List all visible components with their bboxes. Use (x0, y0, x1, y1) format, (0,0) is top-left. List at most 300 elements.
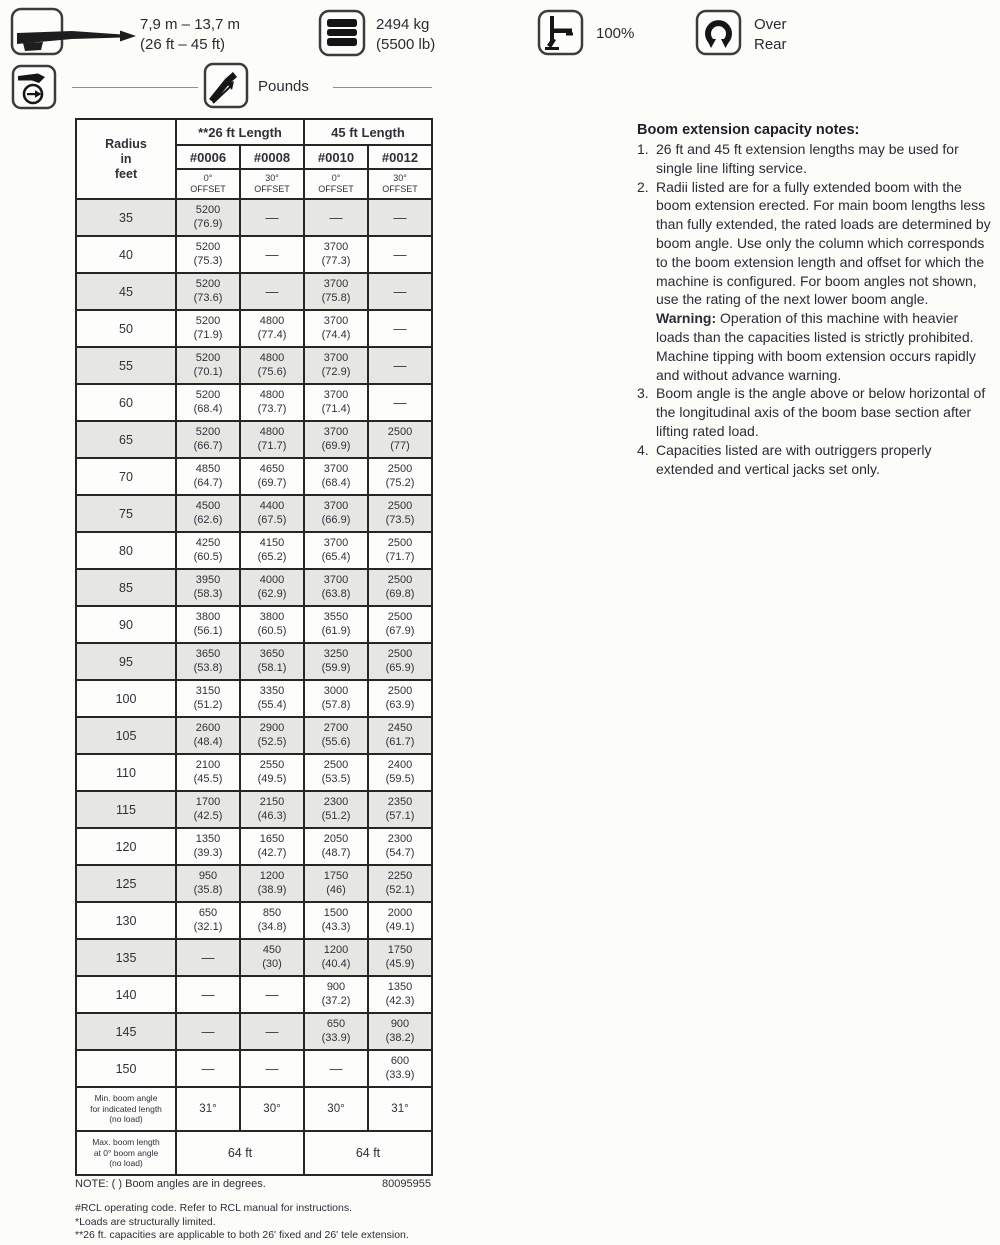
max-boom-length-label (76, 1131, 176, 1175)
capacity-cell (304, 569, 368, 606)
capacity-cell (240, 458, 304, 495)
boom-angle-value: (77.4) (257, 328, 287, 341)
table-row (76, 828, 432, 865)
boom-angle-value: (49.1) (385, 920, 415, 933)
warning-label: Warning: (656, 310, 717, 327)
load-chart-table (75, 118, 433, 1176)
capacity-cell: — (368, 384, 432, 421)
boom-angle-value: (63.9) (385, 698, 415, 711)
capacity-note-item (637, 178, 992, 385)
capacity-cell (240, 680, 304, 717)
boom-angle-value: (56.1) (193, 624, 223, 637)
boom-angle-value: (71.4) (321, 402, 351, 415)
radius-value: 100 (76, 680, 176, 717)
boom-angle-value: (42.5) (193, 809, 223, 822)
boom-angle-value: (57.8) (321, 698, 351, 711)
capacity-cell: — (176, 1013, 240, 1050)
capacity-cell (304, 976, 368, 1013)
boom-angle-value: (48.7) (321, 846, 351, 859)
radius-value: 50 (76, 310, 176, 347)
load-value: 900 (390, 1018, 410, 1030)
load-value: 5200 (195, 278, 221, 290)
capacity-cell (368, 1050, 432, 1087)
load-value: 3550 (323, 611, 349, 623)
boom-angle-value: (73.6) (193, 291, 223, 304)
load-value: 1650 (259, 833, 285, 845)
corner-line: in (120, 151, 132, 166)
boom-angle-value: (71.7) (385, 550, 415, 563)
radius-value: 35 (76, 199, 176, 236)
boom-angle-value: (72.9) (321, 365, 351, 378)
capacity-cell (368, 606, 432, 643)
header-divider-line-right (333, 87, 432, 88)
boom-angle-value: (62.6) (193, 513, 223, 526)
warning-text: Operation of this machine with heavier loads than the capacities listed is strictly prohibited. Machine tipping with boom extension occurs rapidly and without advance warning. (656, 310, 976, 383)
table-row (76, 643, 432, 680)
capacity-notes-list (637, 140, 992, 478)
rcl-code: #0012 (368, 145, 432, 169)
table-row (76, 1050, 432, 1087)
radius-value: 95 (76, 643, 176, 680)
boom-angle-value: (67.9) (385, 624, 415, 637)
capacity-cell (368, 532, 432, 569)
capacity-cell (304, 828, 368, 865)
capacity-cell (304, 310, 368, 347)
label-line: (no load) (109, 1114, 143, 1125)
min-boom-angle-label (76, 1087, 176, 1131)
load-value: 850 (262, 907, 282, 919)
table-row (76, 791, 432, 828)
capacity-cell (176, 606, 240, 643)
boom-angle-value: (65.9) (385, 661, 415, 674)
capacity-cell (176, 532, 240, 569)
boom-angle-value: (32.1) (193, 920, 223, 933)
label-line: Min. boom angle (94, 1093, 158, 1104)
offset-header (368, 169, 432, 199)
group-header-row (76, 119, 432, 145)
radius-value: 85 (76, 569, 176, 606)
load-table-body (76, 199, 432, 1087)
capacity-cell (368, 717, 432, 754)
boom-angle-value: (52.1) (385, 883, 415, 896)
boom-angle-value: (75.3) (193, 254, 223, 267)
load-value: 950 (198, 870, 218, 882)
offset-word: OFFSET (190, 184, 226, 194)
radius-value: 150 (76, 1050, 176, 1087)
capacity-cell (304, 347, 368, 384)
boom-angle-value: (77.3) (321, 254, 351, 267)
table-note-row (75, 1178, 431, 1190)
boom-extension-range-label (140, 15, 240, 55)
label-line: for indicated length (90, 1103, 162, 1114)
radius-value: 80 (76, 532, 176, 569)
table-row (76, 754, 432, 791)
boom-angle-value: (46.3) (257, 809, 287, 822)
length-group-45ft: 45 ft Length (304, 119, 432, 145)
offset-word: OFFSET (382, 184, 418, 194)
boom-angle-value: (55.6) (321, 735, 351, 748)
table-row (76, 976, 432, 1013)
capacity-cell (176, 791, 240, 828)
capacity-cell (240, 384, 304, 421)
boom-angle-value: (73.7) (257, 402, 287, 415)
capacity-cell (240, 939, 304, 976)
boom-angle-value: (68.4) (193, 402, 223, 415)
load-value: 5200 (195, 352, 221, 364)
capacity-cell (176, 384, 240, 421)
boom-angle-value: (53.8) (193, 661, 223, 674)
load-value: 3650 (195, 648, 221, 660)
note-number: 1. (637, 141, 649, 157)
capacity-cell (240, 717, 304, 754)
capacity-cell (368, 495, 432, 532)
radius-value: 45 (76, 273, 176, 310)
capacity-cell (240, 902, 304, 939)
load-value: 5200 (195, 241, 221, 253)
boom-angle-value: (30) (262, 957, 282, 970)
load-value: 650 (198, 907, 218, 919)
capacity-cell: — (304, 199, 368, 236)
capacity-cell: — (240, 1013, 304, 1050)
over-rear-line2: Rear (754, 36, 787, 53)
capacity-cell (368, 976, 432, 1013)
capacity-cell: — (368, 273, 432, 310)
capacity-cell (176, 569, 240, 606)
load-value: 2350 (387, 796, 413, 808)
capacity-cell: — (240, 273, 304, 310)
header-divider-line-left (72, 87, 198, 88)
capacity-cell (176, 310, 240, 347)
table-row (76, 569, 432, 606)
counterweight-lb: (5500 lb) (376, 36, 436, 53)
radius-value: 60 (76, 384, 176, 421)
boom-angle-value: (38.2) (385, 1031, 415, 1044)
capacity-cell (240, 495, 304, 532)
boom-angle-value: (51.2) (193, 698, 223, 711)
load-value: 3700 (323, 537, 349, 549)
capacity-cell (240, 754, 304, 791)
load-value: 2500 (387, 611, 413, 623)
load-value: 5200 (195, 426, 221, 438)
offset-header (176, 169, 240, 199)
load-value: 1200 (323, 944, 349, 956)
capacity-note-item (637, 441, 992, 479)
capacity-cell (304, 236, 368, 273)
capacity-cell: — (176, 976, 240, 1013)
radius-value: 70 (76, 458, 176, 495)
length-group-26ft: **26 ft Length (176, 119, 304, 145)
counterweight-icon (318, 9, 366, 62)
boom-angle-value: (66.7) (193, 439, 223, 452)
table-row (76, 902, 432, 939)
load-value: 1750 (387, 944, 413, 956)
capacity-cell (240, 643, 304, 680)
load-value: 3800 (195, 611, 221, 623)
capacity-cell (304, 606, 368, 643)
offset-header (240, 169, 304, 199)
min-angle-value: 31° (368, 1087, 432, 1131)
note-text: Boom angle is the angle above or below horizontal of the longitudinal axis of the boom base section after lifting rated load. (656, 385, 986, 439)
max-length-value: 64 ft (176, 1131, 304, 1175)
capacity-cell (176, 199, 240, 236)
capacity-cell: — (368, 310, 432, 347)
boom-angle-value: (63.8) (321, 587, 351, 600)
load-value: 3700 (323, 574, 349, 586)
load-value: 3800 (259, 611, 285, 623)
load-value: 3700 (323, 500, 349, 512)
load-value: 1350 (387, 981, 413, 993)
load-value: 3000 (323, 685, 349, 697)
load-value: 600 (390, 1055, 410, 1067)
boom-angle-value: (61.9) (321, 624, 351, 637)
capacity-cell (240, 791, 304, 828)
load-value: 3700 (323, 426, 349, 438)
load-value: 2400 (387, 759, 413, 771)
capacity-cell (368, 791, 432, 828)
boom-angle-value: (54.7) (385, 846, 415, 859)
capacity-cell: — (240, 236, 304, 273)
boom-angle-value: (39.3) (193, 846, 223, 859)
capacity-cell (240, 828, 304, 865)
capacity-cell (368, 902, 432, 939)
boom-angle-value: (59.5) (385, 772, 415, 785)
boom-extension-range-icon (10, 6, 140, 63)
boom-swing-dial-icon (11, 64, 57, 115)
load-value: 2500 (387, 648, 413, 660)
radius-value: 145 (76, 1013, 176, 1050)
load-value: 2050 (323, 833, 349, 845)
load-value: 4800 (259, 426, 285, 438)
boom-range-imperial: (26 ft – 45 ft) (140, 36, 226, 53)
radius-value: 105 (76, 717, 176, 754)
table-row (76, 717, 432, 754)
boom-angle-value: (64.7) (193, 476, 223, 489)
capacity-cell (368, 458, 432, 495)
capacity-cell (368, 865, 432, 902)
load-value: 4000 (259, 574, 285, 586)
load-value: 3700 (323, 389, 349, 401)
capacity-cell (176, 902, 240, 939)
load-value: 3150 (195, 685, 221, 697)
load-value: 5200 (195, 315, 221, 327)
capacity-cell (304, 495, 368, 532)
capacity-cell (176, 347, 240, 384)
capacity-cell (304, 273, 368, 310)
boom-angle-value: (58.3) (193, 587, 223, 600)
table-row (76, 458, 432, 495)
footnotes (75, 1196, 455, 1243)
boom-angle-value: (69.7) (257, 476, 287, 489)
capacity-cell (240, 532, 304, 569)
boom-angle-value: (51.2) (321, 809, 351, 822)
radius-value: 115 (76, 791, 176, 828)
load-value: 5200 (195, 389, 221, 401)
capacity-cell (176, 273, 240, 310)
capacity-cell: — (368, 199, 432, 236)
footnote-26ft: **26 ft. capacities are applicable to both 26' fixed and 26' tele extension. (75, 1229, 409, 1241)
capacity-cell (368, 643, 432, 680)
capacity-cell: — (304, 1050, 368, 1087)
boom-angle-value: (65.4) (321, 550, 351, 563)
capacity-cell (304, 939, 368, 976)
capacity-cell: — (368, 347, 432, 384)
min-angle-value: 30° (304, 1087, 368, 1131)
load-value: 4150 (259, 537, 285, 549)
capacity-cell (304, 458, 368, 495)
load-value: 3350 (259, 685, 285, 697)
table-row (76, 273, 432, 310)
min-angle-value: 31° (176, 1087, 240, 1131)
radius-value: 135 (76, 939, 176, 976)
note-text: Capacities listed are with outriggers properly extended and vertical jacks set only. (656, 441, 932, 477)
table-row (76, 532, 432, 569)
capacity-cell (240, 865, 304, 902)
load-value: 5200 (195, 204, 221, 216)
load-value: 1200 (259, 870, 285, 882)
pounds-label: Pounds (258, 78, 309, 95)
capacity-cell (240, 347, 304, 384)
capacity-cell: — (240, 976, 304, 1013)
boom-angle-value: (33.9) (321, 1031, 351, 1044)
load-value: 3700 (323, 463, 349, 475)
boom-angle-value: (67.5) (257, 513, 287, 526)
capacity-cell: — (240, 199, 304, 236)
boom-angle-value: (68.4) (321, 476, 351, 489)
rcl-code: #0008 (240, 145, 304, 169)
table-row (76, 347, 432, 384)
boom-angle-value: (42.7) (257, 846, 287, 859)
radius-value: 140 (76, 976, 176, 1013)
radius-value: 130 (76, 902, 176, 939)
boom-angle-value: (73.5) (385, 513, 415, 526)
boom-angle-value: (38.9) (257, 883, 287, 896)
capacity-cell (176, 236, 240, 273)
capacity-cell (368, 421, 432, 458)
boom-angle-value: (52.5) (257, 735, 287, 748)
note-number: 4. (637, 441, 649, 458)
offset-angle: 30° (265, 173, 279, 183)
table-row (76, 310, 432, 347)
radius-value: 110 (76, 754, 176, 791)
load-value: 2000 (387, 907, 413, 919)
capacity-cell (240, 606, 304, 643)
capacity-cell (368, 754, 432, 791)
load-value: 2900 (259, 722, 285, 734)
capacity-cell (304, 754, 368, 791)
corner-line: Radius (105, 136, 147, 151)
boom-angle-value: (61.7) (385, 735, 415, 748)
radius-value: 55 (76, 347, 176, 384)
load-value: 450 (262, 944, 282, 956)
boom-angle-note: NOTE: ( ) Boom angles are in degrees. (75, 1178, 266, 1190)
max-boom-length-row (76, 1131, 432, 1175)
boom-angle-value: (65.2) (257, 550, 287, 563)
min-angle-value: 30° (240, 1087, 304, 1131)
boom-angle-value: (43.3) (321, 920, 351, 933)
capacity-cell: — (368, 236, 432, 273)
table-row (76, 236, 432, 273)
load-value: 2700 (323, 722, 349, 734)
boom-angle-value: (75.2) (385, 476, 415, 489)
radius-value: 75 (76, 495, 176, 532)
load-value: 2500 (323, 759, 349, 771)
load-value: 650 (326, 1018, 346, 1030)
capacity-cell (368, 939, 432, 976)
note-text: 26 ft and 45 ft extension lengths may be used for single line lifting service. (656, 141, 959, 176)
label-line: (no load) (109, 1158, 143, 1169)
swing-over-rear-icon (695, 9, 742, 61)
capacity-cell (304, 532, 368, 569)
note-number: 3. (637, 385, 649, 402)
swing-over-rear-label (754, 15, 787, 55)
boom-angle-value: (55.4) (257, 698, 287, 711)
load-value: 2300 (323, 796, 349, 808)
load-value: 3250 (323, 648, 349, 660)
load-value: 2500 (387, 685, 413, 697)
offset-header (304, 169, 368, 199)
capacity-cell (368, 828, 432, 865)
boom-angle-value: (59.9) (321, 661, 351, 674)
boom-angle-value: (58.1) (257, 661, 287, 674)
boom-angle-value: (48.4) (193, 735, 223, 748)
load-value: 2450 (387, 722, 413, 734)
load-value: 2500 (387, 463, 413, 475)
capacity-cell (304, 1013, 368, 1050)
capacity-cell (304, 791, 368, 828)
load-value: 3700 (323, 315, 349, 327)
boom-angle-value: (46) (326, 883, 346, 896)
capacity-cell (304, 902, 368, 939)
radius-value: 40 (76, 236, 176, 273)
capacity-cell (240, 569, 304, 606)
capacity-cell (240, 421, 304, 458)
counterweight-label (376, 15, 435, 55)
boom-extension-pounds-icon (203, 62, 249, 114)
boom-angle-value: (60.5) (257, 624, 287, 637)
offset-angle: 0° (203, 173, 213, 183)
boom-angle-value: (76.9) (193, 217, 223, 230)
table-row (76, 1013, 432, 1050)
boom-angle-value: (62.9) (257, 587, 287, 600)
boom-angle-value: (42.3) (385, 994, 415, 1007)
load-value: 1350 (195, 833, 221, 845)
radius-value: 120 (76, 828, 176, 865)
capacity-cell (368, 680, 432, 717)
capacity-cell (304, 680, 368, 717)
load-value: 2300 (387, 833, 413, 845)
load-value: 3650 (259, 648, 285, 660)
load-value: 4800 (259, 352, 285, 364)
boom-angle-value: (33.9) (385, 1068, 415, 1081)
load-value: 4800 (259, 389, 285, 401)
capacity-cell (176, 717, 240, 754)
radius-value: 90 (76, 606, 176, 643)
load-value: 2500 (387, 537, 413, 549)
boom-angle-value: (70.1) (193, 365, 223, 378)
capacity-cell (176, 421, 240, 458)
capacity-cell (176, 643, 240, 680)
boom-angle-value: (69.9) (321, 439, 351, 452)
capacity-cell (368, 569, 432, 606)
rcl-code: #0006 (176, 145, 240, 169)
note-number: 2. (637, 178, 649, 195)
counterweight-kg: 2494 kg (376, 16, 430, 33)
capacity-cell (304, 421, 368, 458)
capacity-cell (176, 495, 240, 532)
radius-corner-cell (76, 119, 176, 199)
load-value: 2100 (195, 759, 221, 771)
load-value: 2550 (259, 759, 285, 771)
